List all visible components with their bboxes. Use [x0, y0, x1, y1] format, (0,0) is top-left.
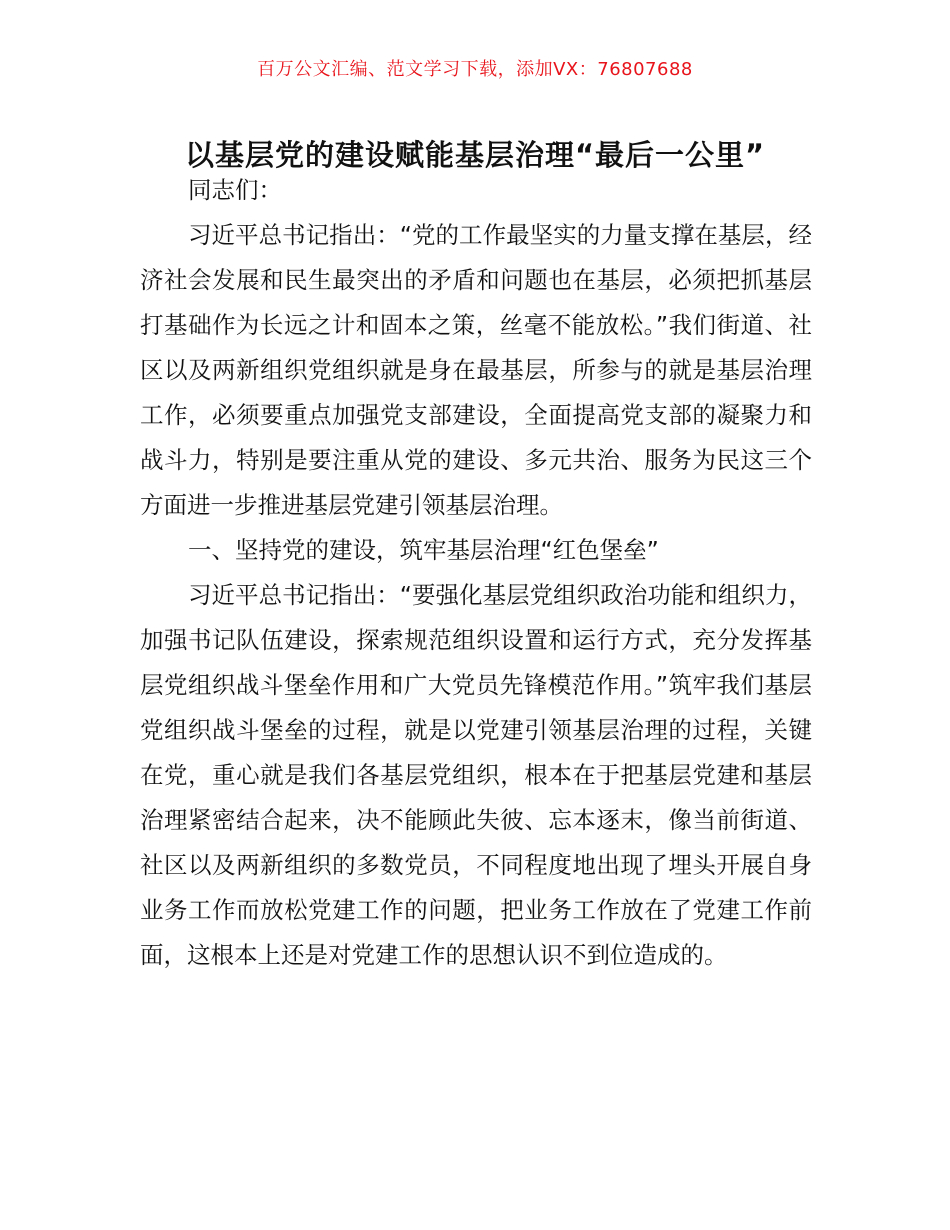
header-banner: 百万公文汇编、范文学习下载，添加VX：76807688 — [257, 59, 693, 80]
document-body — [140, 168, 812, 978]
section-heading: 一、坚持党的建设，筑牢基层治理“红色堡垒” — [188, 536, 659, 564]
section-paragraph: 习近平总书记指出：“要强化基层党组织政治功能和组织力，加强书记队伍建设，探索规范组织设置和运行方式，充分发挥基层党组织战斗堡垒作用和广大党员先锋模范作用。”筑牢我们基层党组织战斗堡垒的过程，就是以党建引领基层治理的过程，关键在党，重心就是我们各基层党组织，根本在于把基层党建和基层治理紧密结合起来，决不能顾此失彼、忘本逐末，像当前街道、社区以及两新组织的多数党员，不同程度地出现了埋头开展自身业务工作而放松党建工作的问题，把业务工作放在了党建工作前面，这根本上还是对党建工作的思想认识不到位造成的。 — [140, 581, 812, 969]
salutation-paragraph: 同志们： — [188, 176, 282, 204]
document-title: 以基层党的建设赋能基层治理“最后一公里” — [184, 138, 766, 173]
intro-paragraph: 习近平总书记指出：“党的工作最坚实的力量支撑在基层，经济社会发展和民生最突出的矛盾和问题也在基层，必须把抓基层打基础作为长远之计和固本之策，丝毫不能放松。”我们街道、社区以及两新组织党组织就是身在最基层，所参与的就是基层治理工作，必须要重点加强党支部建设，全面提高党支部的凝聚力和战斗力，特别是要注重从党的建设、多元共治、服务为民这三个方面进一步推进基层党建引领基层治理。 — [140, 221, 812, 519]
